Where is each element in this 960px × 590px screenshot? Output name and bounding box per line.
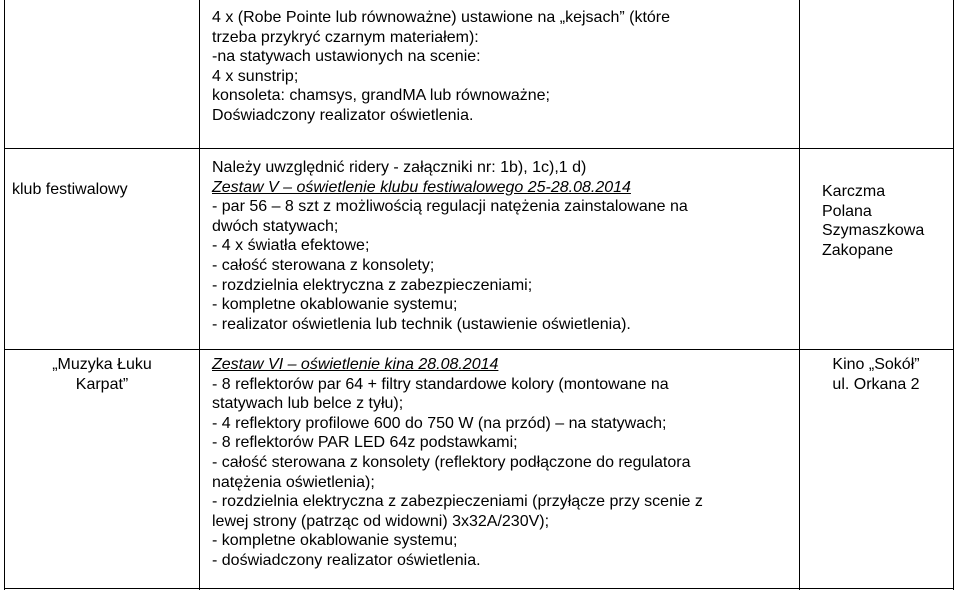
venue-line: Karczma xyxy=(822,183,886,200)
text-line: Doświadczony realizator oświetlenia. xyxy=(212,106,474,124)
row2-venue xyxy=(806,355,946,394)
venue-line: Kino „Sokół” xyxy=(832,356,920,373)
table-border-left xyxy=(4,0,5,590)
table-border-right xyxy=(953,0,954,590)
venue-line: Zakopane xyxy=(822,241,894,259)
text-line: natężenia oświetlenia); xyxy=(212,473,375,491)
text-line: - całość sterowana z konsolety (reflektory podłączone do regulatora xyxy=(212,453,691,471)
row1-left-label xyxy=(12,180,128,200)
text-line: 4 x sunstrip; xyxy=(212,67,299,85)
row-separator-2 xyxy=(4,349,954,350)
text-line: trzeba przykryć czarnym materiałem): xyxy=(212,28,479,46)
section-heading: Zestaw VI – oświetlenie kina 28.08.2014 xyxy=(212,356,499,373)
table-border-col1 xyxy=(199,0,200,590)
text-line: - par 56 – 8 szt z możliwością regulacji natężenia zainstalowane na xyxy=(212,198,688,216)
text-line: - realizator oświetlenia lub technik (ustawienie oświetlenia). xyxy=(212,315,631,333)
text-line: - 4 reflektory profilowe 600 do 750 W (na przód) – na statywach; xyxy=(212,414,667,432)
text-line: - 8 reflektorów par 64 + filtry standardowe kolory (montowane na xyxy=(212,375,669,393)
row-separator-1 xyxy=(4,148,954,149)
text-line: konsoleta: chamsys, grandMA lub równoważne; xyxy=(212,87,550,105)
text-line: - kompletne okablowanie systemu; xyxy=(212,296,458,314)
row1-venue xyxy=(822,182,924,260)
text-line: - rozdzielnia elektryczna z zabezpieczeniami (przyłącze przy scenie z xyxy=(212,493,703,511)
row2-left-label xyxy=(12,355,192,394)
text-line: 4 x (Robe Pointe lub równoważne) ustawione na „kejsach” (które xyxy=(212,9,671,26)
left-label-line: Karpat” xyxy=(75,375,129,393)
section-heading: Zestaw V – oświetlenie klubu festiwalowego 25-28.08.2014 xyxy=(212,178,631,196)
text-line: statywach lub belce z tyłu); xyxy=(212,395,404,413)
text-line: - kompletne okablowanie systemu; xyxy=(212,532,458,550)
text-line: - doświadczony realizator oświetlenia. xyxy=(212,551,481,569)
row2-content xyxy=(212,355,703,571)
row1-content xyxy=(212,158,688,334)
text-line: - 8 reflektorów PAR LED 64z podstawkami; xyxy=(212,434,518,452)
top-block xyxy=(212,8,670,126)
text-line: dwóch statywach; xyxy=(212,217,339,235)
text-line: - rozdzielnia elektryczna z zabezpieczeniami; xyxy=(212,276,533,294)
left-label-line: „Muzyka Łuku xyxy=(52,356,152,373)
venue-line: Polana xyxy=(822,202,872,220)
text-line: -na statywach ustawionych na scenie: xyxy=(212,48,481,66)
table-border-bottom xyxy=(4,588,954,589)
text-line: - 4 x światła efektowe; xyxy=(212,237,370,255)
table-border-col2 xyxy=(799,0,800,590)
pre-note: Należy uwzględnić ridery - załączniki nr: 1b), 1c),1 d) xyxy=(212,159,587,176)
text-line: lewej strony (patrząc od widowni) 3x32A/230V); xyxy=(212,512,550,530)
venue-line: ul. Orkana 2 xyxy=(832,375,920,393)
text-line: - całość sterowana z konsolety; xyxy=(212,256,435,274)
left-label: klub festiwalowy xyxy=(12,181,128,198)
venue-line: Szymaszkowa xyxy=(822,222,925,240)
